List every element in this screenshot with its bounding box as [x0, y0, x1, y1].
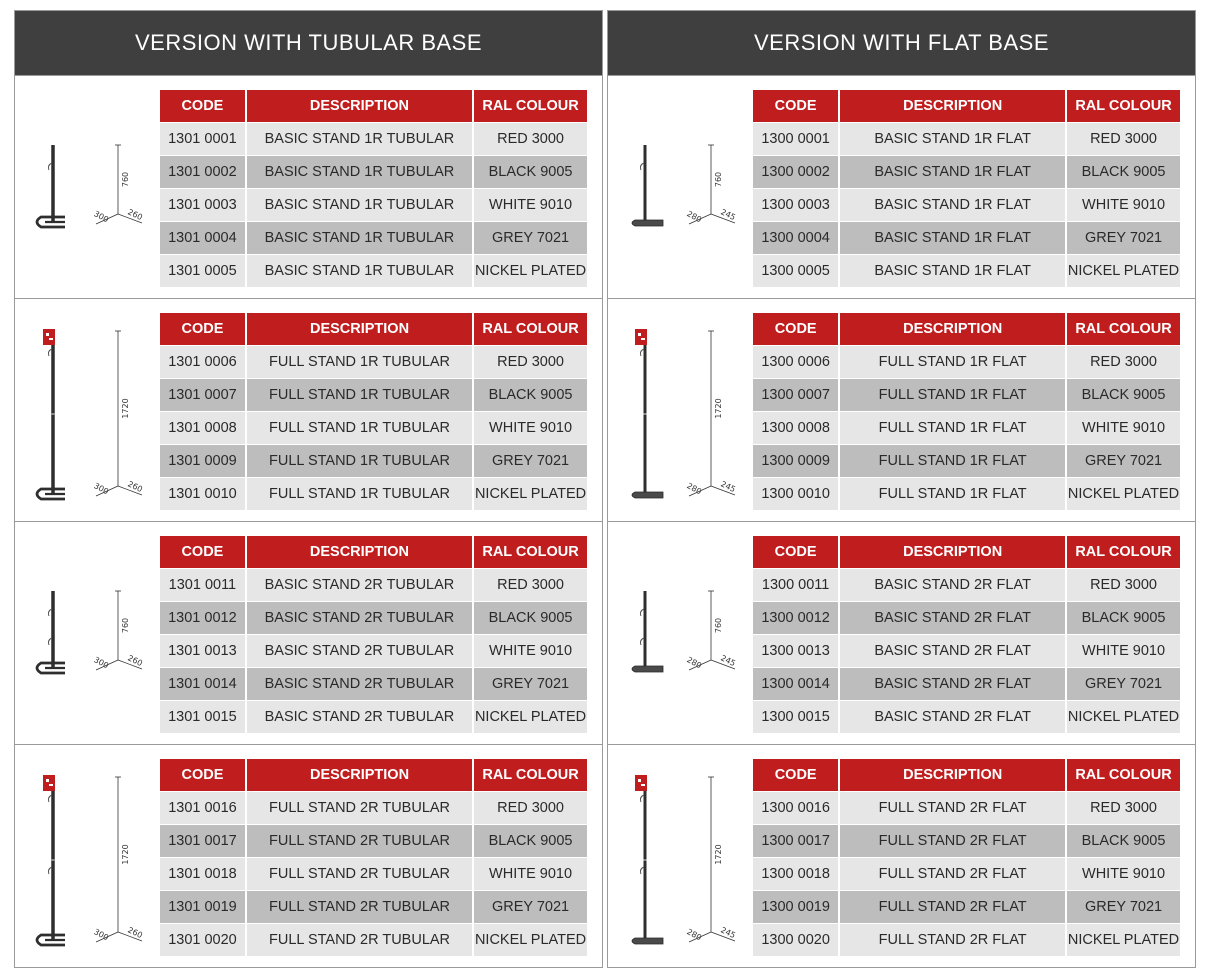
height-dimension: 760: [121, 171, 130, 188]
table-row: [753, 668, 1180, 701]
product-description: BASIC STAND 2R FLAT: [839, 668, 1066, 701]
ral-colour: WHITE 9010: [473, 858, 587, 891]
table-row: [160, 924, 587, 957]
dimension-lines: [96, 777, 142, 942]
ral-colour-header: RAL COLOUR: [1066, 313, 1180, 346]
code-header: CODE: [753, 313, 839, 346]
ral-colour: RED 3000: [473, 569, 587, 602]
width-dimension: 280: [685, 481, 704, 497]
table-row: [753, 858, 1180, 891]
table-row: [160, 825, 587, 858]
stand-illustration: [616, 759, 744, 959]
product-code: 1300 0020: [753, 924, 839, 957]
table-row: [160, 189, 587, 222]
table-row: [753, 379, 1180, 412]
product-description: FULL STAND 2R FLAT: [839, 825, 1066, 858]
description-header: DESCRIPTION: [839, 536, 1066, 569]
ral-colour: NICKEL PLATED: [1066, 924, 1180, 957]
ral-colour: RED 3000: [1066, 346, 1180, 379]
ral-colour: NICKEL PLATED: [1066, 701, 1180, 734]
ral-colour-header: RAL COLOUR: [1066, 536, 1180, 569]
product-code: 1300 0011: [753, 569, 839, 602]
dimension-lines: [689, 331, 735, 496]
product-description: FULL STAND 1R FLAT: [839, 346, 1066, 379]
table-row: [753, 189, 1180, 222]
code-header: CODE: [753, 90, 839, 123]
product-description: BASIC STAND 1R FLAT: [839, 123, 1066, 156]
product-group: [608, 521, 1195, 745]
product-description: FULL STAND 1R FLAT: [839, 412, 1066, 445]
product-code: 1301 0003: [160, 189, 246, 222]
height-dimension: 1720: [714, 844, 723, 865]
table-header: [753, 536, 1180, 569]
product-code: 1301 0018: [160, 858, 246, 891]
product-description: FULL STAND 2R TUBULAR: [246, 924, 473, 957]
table-row: [160, 858, 587, 891]
product-code: 1301 0002: [160, 156, 246, 189]
description-header: DESCRIPTION: [246, 90, 473, 123]
dimension-lines: [689, 777, 735, 942]
depth-dimension: 245: [719, 207, 737, 223]
product-description: BASIC STAND 2R FLAT: [839, 635, 1066, 668]
product-description: BASIC STAND 2R FLAT: [839, 701, 1066, 734]
product-code: 1301 0011: [160, 569, 246, 602]
product-description: BASIC STAND 2R FLAT: [839, 602, 1066, 635]
table-row: [160, 635, 587, 668]
ral-colour: RED 3000: [1066, 792, 1180, 825]
product-description: FULL STAND 1R TUBULAR: [246, 379, 473, 412]
fire-sign-icon: [43, 329, 55, 345]
width-dimension: 300: [92, 927, 111, 943]
flat-base: [632, 666, 663, 672]
hook-icon: [640, 609, 644, 616]
product-code: 1300 0005: [753, 255, 839, 288]
product-code: 1300 0007: [753, 379, 839, 412]
product-description: BASIC STAND 1R TUBULAR: [246, 255, 473, 288]
tubular-base: [37, 663, 65, 673]
ral-colour: NICKEL PLATED: [473, 701, 587, 734]
product-table: [753, 759, 1180, 956]
table-row: [753, 478, 1180, 511]
product-code: 1301 0017: [160, 825, 246, 858]
product-group: [608, 744, 1195, 968]
height-dimension: 1720: [714, 398, 723, 419]
width-dimension: 280: [685, 209, 704, 225]
product-table: [753, 90, 1180, 287]
ral-colour: WHITE 9010: [1066, 635, 1180, 668]
product-description: BASIC STAND 1R FLAT: [839, 222, 1066, 255]
product-code: 1301 0012: [160, 602, 246, 635]
table-row: [753, 156, 1180, 189]
product-table: [160, 759, 587, 956]
panel-flat-base: [607, 10, 1196, 968]
description-header: DESCRIPTION: [246, 536, 473, 569]
ral-colour: GREY 7021: [473, 222, 587, 255]
product-code: 1301 0001: [160, 123, 246, 156]
table-header: [160, 759, 587, 792]
product-description: FULL STAND 1R TUBULAR: [246, 346, 473, 379]
height-dimension: 1720: [121, 398, 130, 419]
product-description: BASIC STAND 1R TUBULAR: [246, 123, 473, 156]
table-row: [753, 924, 1180, 957]
product-code: 1300 0008: [753, 412, 839, 445]
product-code: 1300 0004: [753, 222, 839, 255]
product-group: [15, 521, 602, 745]
description-header: DESCRIPTION: [839, 313, 1066, 346]
fire-sign-icon: [43, 775, 55, 791]
ral-colour: RED 3000: [473, 346, 587, 379]
product-description: FULL STAND 2R FLAT: [839, 792, 1066, 825]
product-code: 1301 0013: [160, 635, 246, 668]
table-row: [753, 346, 1180, 379]
product-group: [15, 744, 602, 968]
table-header: [753, 90, 1180, 123]
table-row: [160, 792, 587, 825]
table-row: [753, 635, 1180, 668]
product-group: [15, 298, 602, 522]
ral-colour: BLACK 9005: [1066, 602, 1180, 635]
product-description: FULL STAND 1R FLAT: [839, 478, 1066, 511]
product-code: 1301 0008: [160, 412, 246, 445]
code-header: CODE: [160, 90, 246, 123]
table-row: [160, 379, 587, 412]
product-group: [608, 298, 1195, 522]
product-code: 1301 0015: [160, 701, 246, 734]
stand-illustration: [23, 313, 151, 513]
code-header: CODE: [753, 536, 839, 569]
product-code: 1301 0019: [160, 891, 246, 924]
product-description: FULL STAND 2R TUBULAR: [246, 891, 473, 924]
product-description: BASIC STAND 2R TUBULAR: [246, 668, 473, 701]
hook-icon: [640, 349, 644, 356]
product-description: FULL STAND 1R TUBULAR: [246, 445, 473, 478]
ral-colour: WHITE 9010: [1066, 189, 1180, 222]
product-description: FULL STAND 1R TUBULAR: [246, 412, 473, 445]
stand-illustration: [23, 536, 151, 736]
code-header: CODE: [160, 536, 246, 569]
height-dimension: 760: [121, 617, 130, 634]
table-row: [160, 123, 587, 156]
table-row: [160, 891, 587, 924]
product-code: 1301 0006: [160, 346, 246, 379]
flat-base: [632, 938, 663, 944]
table-header: [160, 90, 587, 123]
ral-colour: GREY 7021: [1066, 891, 1180, 924]
ral-colour: WHITE 9010: [1066, 412, 1180, 445]
table-header: [160, 313, 587, 346]
table-row: [160, 668, 587, 701]
depth-dimension: 245: [719, 925, 737, 941]
ral-colour-header: RAL COLOUR: [473, 90, 587, 123]
ral-colour: GREY 7021: [473, 891, 587, 924]
product-table: [753, 536, 1180, 733]
ral-colour-header: RAL COLOUR: [1066, 90, 1180, 123]
table-row: [753, 222, 1180, 255]
description-header: DESCRIPTION: [839, 90, 1066, 123]
panel-tubular-base: [14, 10, 603, 968]
product-code: 1300 0019: [753, 891, 839, 924]
ral-colour: BLACK 9005: [473, 379, 587, 412]
ral-colour: BLACK 9005: [473, 825, 587, 858]
ral-colour: WHITE 9010: [473, 635, 587, 668]
ral-colour: NICKEL PLATED: [473, 924, 587, 957]
height-dimension: 1720: [121, 844, 130, 865]
product-code: 1300 0006: [753, 346, 839, 379]
depth-dimension: 245: [719, 653, 737, 669]
ral-colour: WHITE 9010: [473, 189, 587, 222]
table-row: [753, 602, 1180, 635]
product-description: BASIC STAND 1R FLAT: [839, 255, 1066, 288]
ral-colour: WHITE 9010: [473, 412, 587, 445]
table-row: [160, 255, 587, 288]
product-code: 1300 0010: [753, 478, 839, 511]
depth-dimension: 260: [126, 925, 144, 941]
ral-colour: BLACK 9005: [473, 156, 587, 189]
table-row: [753, 412, 1180, 445]
product-code: 1301 0004: [160, 222, 246, 255]
product-description: BASIC STAND 1R TUBULAR: [246, 189, 473, 222]
product-group: [15, 75, 602, 299]
product-description: BASIC STAND 2R FLAT: [839, 569, 1066, 602]
product-description: BASIC STAND 2R TUBULAR: [246, 569, 473, 602]
product-table: [160, 536, 587, 733]
flat-base: [632, 492, 663, 498]
tubular-base: [37, 217, 65, 227]
product-description: FULL STAND 1R TUBULAR: [246, 478, 473, 511]
ral-colour: GREY 7021: [1066, 222, 1180, 255]
product-code: 1300 0016: [753, 792, 839, 825]
table-row: [160, 478, 587, 511]
product-group: [608, 75, 1195, 299]
ral-colour: BLACK 9005: [1066, 825, 1180, 858]
table-row: [753, 123, 1180, 156]
description-header: DESCRIPTION: [246, 759, 473, 792]
product-description: BASIC STAND 2R TUBULAR: [246, 635, 473, 668]
product-code: 1301 0007: [160, 379, 246, 412]
stand-illustration: [23, 90, 151, 290]
product-code: 1301 0009: [160, 445, 246, 478]
product-table: [160, 313, 587, 510]
table-header: [753, 313, 1180, 346]
table-row: [753, 891, 1180, 924]
product-code: 1300 0018: [753, 858, 839, 891]
hook-icon: [640, 163, 644, 170]
ral-colour: GREY 7021: [1066, 668, 1180, 701]
table-row: [160, 412, 587, 445]
panel-title: VERSION WITH TUBULAR BASE: [15, 11, 602, 75]
product-description: FULL STAND 2R TUBULAR: [246, 858, 473, 891]
ral-colour: BLACK 9005: [1066, 156, 1180, 189]
table-header: [160, 536, 587, 569]
ral-colour: RED 3000: [473, 123, 587, 156]
table-header: [753, 759, 1180, 792]
ral-colour-header: RAL COLOUR: [473, 313, 587, 346]
code-header: CODE: [160, 313, 246, 346]
ral-colour: RED 3000: [1066, 569, 1180, 602]
product-description: FULL STAND 2R TUBULAR: [246, 825, 473, 858]
width-dimension: 280: [685, 927, 704, 943]
depth-dimension: 260: [126, 653, 144, 669]
ral-colour: BLACK 9005: [1066, 379, 1180, 412]
product-code: 1300 0003: [753, 189, 839, 222]
description-header: DESCRIPTION: [246, 313, 473, 346]
height-dimension: 760: [714, 617, 723, 634]
width-dimension: 280: [685, 655, 704, 671]
width-dimension: 300: [92, 655, 111, 671]
ral-colour: NICKEL PLATED: [1066, 255, 1180, 288]
ral-colour: BLACK 9005: [473, 602, 587, 635]
product-code: 1301 0010: [160, 478, 246, 511]
product-description: BASIC STAND 2R TUBULAR: [246, 602, 473, 635]
ral-colour: WHITE 9010: [1066, 858, 1180, 891]
table-row: [160, 701, 587, 734]
product-description: FULL STAND 1R FLAT: [839, 445, 1066, 478]
product-code: 1301 0020: [160, 924, 246, 957]
product-description: FULL STAND 2R FLAT: [839, 858, 1066, 891]
fire-sign-icon: [635, 775, 647, 791]
code-header: CODE: [160, 759, 246, 792]
width-dimension: 300: [92, 209, 111, 225]
table-row: [160, 602, 587, 635]
description-header: DESCRIPTION: [839, 759, 1066, 792]
dimension-lines: [96, 331, 142, 496]
table-row: [753, 701, 1180, 734]
ral-colour: NICKEL PLATED: [473, 255, 587, 288]
product-code: 1300 0012: [753, 602, 839, 635]
product-description: FULL STAND 1R FLAT: [839, 379, 1066, 412]
product-code: 1300 0001: [753, 123, 839, 156]
table-row: [160, 445, 587, 478]
ral-colour: NICKEL PLATED: [1066, 478, 1180, 511]
depth-dimension: 245: [719, 479, 737, 495]
product-description: FULL STAND 2R FLAT: [839, 924, 1066, 957]
stand-illustration: [616, 313, 744, 513]
ral-colour: GREY 7021: [473, 445, 587, 478]
flat-base: [632, 220, 663, 226]
table-row: [753, 445, 1180, 478]
table-row: [160, 156, 587, 189]
table-row: [753, 255, 1180, 288]
product-description: FULL STAND 2R FLAT: [839, 891, 1066, 924]
product-table: [160, 90, 587, 287]
product-description: FULL STAND 2R TUBULAR: [246, 792, 473, 825]
tubular-base: [37, 935, 65, 945]
product-description: BASIC STAND 1R FLAT: [839, 189, 1066, 222]
product-code: 1300 0013: [753, 635, 839, 668]
stand-illustration: [23, 759, 151, 959]
ral-colour: RED 3000: [473, 792, 587, 825]
product-code: 1300 0014: [753, 668, 839, 701]
width-dimension: 300: [92, 481, 111, 497]
table-row: [753, 569, 1180, 602]
product-description: BASIC STAND 1R FLAT: [839, 156, 1066, 189]
hook-icon: [640, 867, 644, 874]
panel-title: VERSION WITH FLAT BASE: [608, 11, 1195, 75]
product-code: 1301 0014: [160, 668, 246, 701]
table-row: [160, 346, 587, 379]
depth-dimension: 260: [126, 479, 144, 495]
fire-sign-icon: [635, 329, 647, 345]
ral-colour: NICKEL PLATED: [473, 478, 587, 511]
product-description: BASIC STAND 2R TUBULAR: [246, 701, 473, 734]
depth-dimension: 260: [126, 207, 144, 223]
code-header: CODE: [753, 759, 839, 792]
table-row: [160, 222, 587, 255]
ral-colour-header: RAL COLOUR: [473, 536, 587, 569]
height-dimension: 760: [714, 171, 723, 188]
ral-colour: GREY 7021: [473, 668, 587, 701]
stand-illustration: [616, 536, 744, 736]
product-table: [753, 313, 1180, 510]
ral-colour: GREY 7021: [1066, 445, 1180, 478]
table-row: [753, 792, 1180, 825]
ral-colour: RED 3000: [1066, 123, 1180, 156]
product-code: 1300 0002: [753, 156, 839, 189]
ral-colour-header: RAL COLOUR: [1066, 759, 1180, 792]
product-description: BASIC STAND 1R TUBULAR: [246, 156, 473, 189]
table-row: [160, 569, 587, 602]
ral-colour-header: RAL COLOUR: [473, 759, 587, 792]
tubular-base: [37, 489, 65, 499]
table-row: [753, 825, 1180, 858]
product-code: 1300 0015: [753, 701, 839, 734]
product-code: 1301 0016: [160, 792, 246, 825]
product-code: 1301 0005: [160, 255, 246, 288]
stand-illustration: [616, 90, 744, 290]
hook-icon: [640, 638, 644, 645]
product-description: BASIC STAND 1R TUBULAR: [246, 222, 473, 255]
product-code: 1300 0009: [753, 445, 839, 478]
product-code: 1300 0017: [753, 825, 839, 858]
hook-icon: [640, 795, 644, 802]
